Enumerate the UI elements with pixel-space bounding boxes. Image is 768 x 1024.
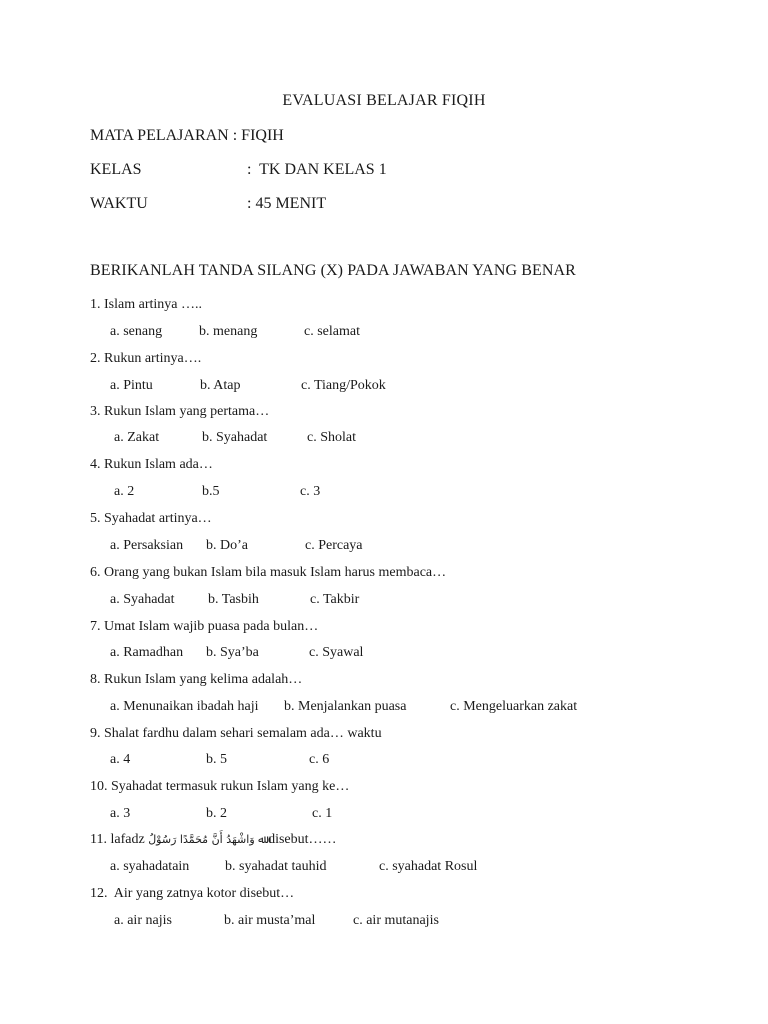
option-a: a. senang <box>110 324 163 339</box>
question-5: 5. Syahadat artinya… <box>90 511 212 526</box>
question-7: 7. Umat Islam wajib puasa pada bulan… <box>90 619 319 634</box>
kelas-row <box>90 161 387 179</box>
option-c: c. syahadat Rosul <box>379 859 478 874</box>
question-9: 9. Shalat fardhu dalam sehari semalam ada… waktu <box>90 726 382 741</box>
option-c: c. 3 <box>300 484 321 499</box>
question-4: 4. Rukun Islam ada… <box>90 457 213 472</box>
waktu-row <box>90 195 326 213</box>
page-title: EVALUASI BELAJAR FIQIH <box>282 92 486 109</box>
option-b: b. Syahadat <box>202 430 268 445</box>
question-8: 8. Rukun Islam yang kelima adalah… <box>90 672 303 687</box>
option-a: a. 3 <box>110 806 131 821</box>
mata-pelajaran-text: MATA PELAJARAN : FIQIH <box>90 127 284 144</box>
option-c: c. air mutanajis <box>353 913 439 928</box>
question-12: 12. Air yang zatnya kotor disebut… <box>90 886 295 901</box>
option-c: c. Syawal <box>309 645 364 660</box>
option-a: a. syahadatain <box>110 859 190 874</box>
option-a: a. 2 <box>114 484 135 499</box>
waktu-label: WAKTU <box>90 195 148 212</box>
option-b: b. Atap <box>200 378 241 393</box>
option-a: a. Pintu <box>110 378 153 393</box>
option-b: b. menang <box>199 324 258 339</box>
waktu-value: : 45 MENIT <box>247 195 327 212</box>
question-1: 1. Islam artinya ….. <box>90 297 202 312</box>
option-c: c. Tiang/Pokok <box>301 378 386 393</box>
option-b: b. Sya’ba <box>206 645 259 660</box>
option-a: a. 4 <box>110 752 131 767</box>
option-c: c. Takbir <box>310 592 360 607</box>
option-a: a. air najis <box>114 913 172 928</box>
option-c: c. 6 <box>309 752 330 767</box>
question-2: 2. Rukun artinya…. <box>90 351 202 366</box>
question-10: 10. Syahadat termasuk rukun Islam yang ke… <box>90 779 350 794</box>
option-a: a. Persaksian <box>110 538 184 553</box>
option-a: a. Ramadhan <box>110 645 184 660</box>
option-b: b.5 <box>202 484 220 499</box>
option-b: b. Menjalankan puasa <box>284 699 407 714</box>
option-c: c. selamat <box>304 324 360 339</box>
option-c: c. Mengeluarkan zakat <box>450 699 578 714</box>
option-b: b. Tasbih <box>208 592 259 607</box>
option-b: b. syahadat tauhid <box>225 859 327 874</box>
option-b: b. 2 <box>206 806 227 821</box>
option-b: b. air musta’mal <box>224 913 316 928</box>
question-6: 6. Orang yang bukan Islam bila masuk Islam harus membaca… <box>90 565 447 580</box>
option-a: a. Menunaikan ibadah haji <box>110 699 259 714</box>
option-a: a. Zakat <box>114 430 160 445</box>
option-c: c. Sholat <box>307 430 356 445</box>
kelas-value: : TK DAN KELAS 1 <box>247 161 387 178</box>
option-c: c. Percaya <box>305 538 363 553</box>
mata-pelajaran-row <box>90 127 284 145</box>
option-b: b. Do’a <box>206 538 248 553</box>
question-11-arabic-text: ﷲ وَاشْهَدُ أَنَّ مُحَمَّدًا رَسُوْلُ <box>148 833 265 846</box>
question-11-prefix: 11. lafadz <box>90 832 145 847</box>
option-b: b. 5 <box>206 752 227 767</box>
option-c: c. 1 <box>312 806 333 821</box>
question-3: 3. Rukun Islam yang pertama… <box>90 404 270 419</box>
question-11-suffix: disebut…… <box>268 832 337 847</box>
kelas-label: KELAS <box>90 161 142 178</box>
option-a: a. Syahadat <box>110 592 175 607</box>
instruction-heading: BERIKANLAH TANDA SILANG (X) PADA JAWABAN YANG BENAR <box>90 262 576 279</box>
question-11 <box>90 832 337 848</box>
